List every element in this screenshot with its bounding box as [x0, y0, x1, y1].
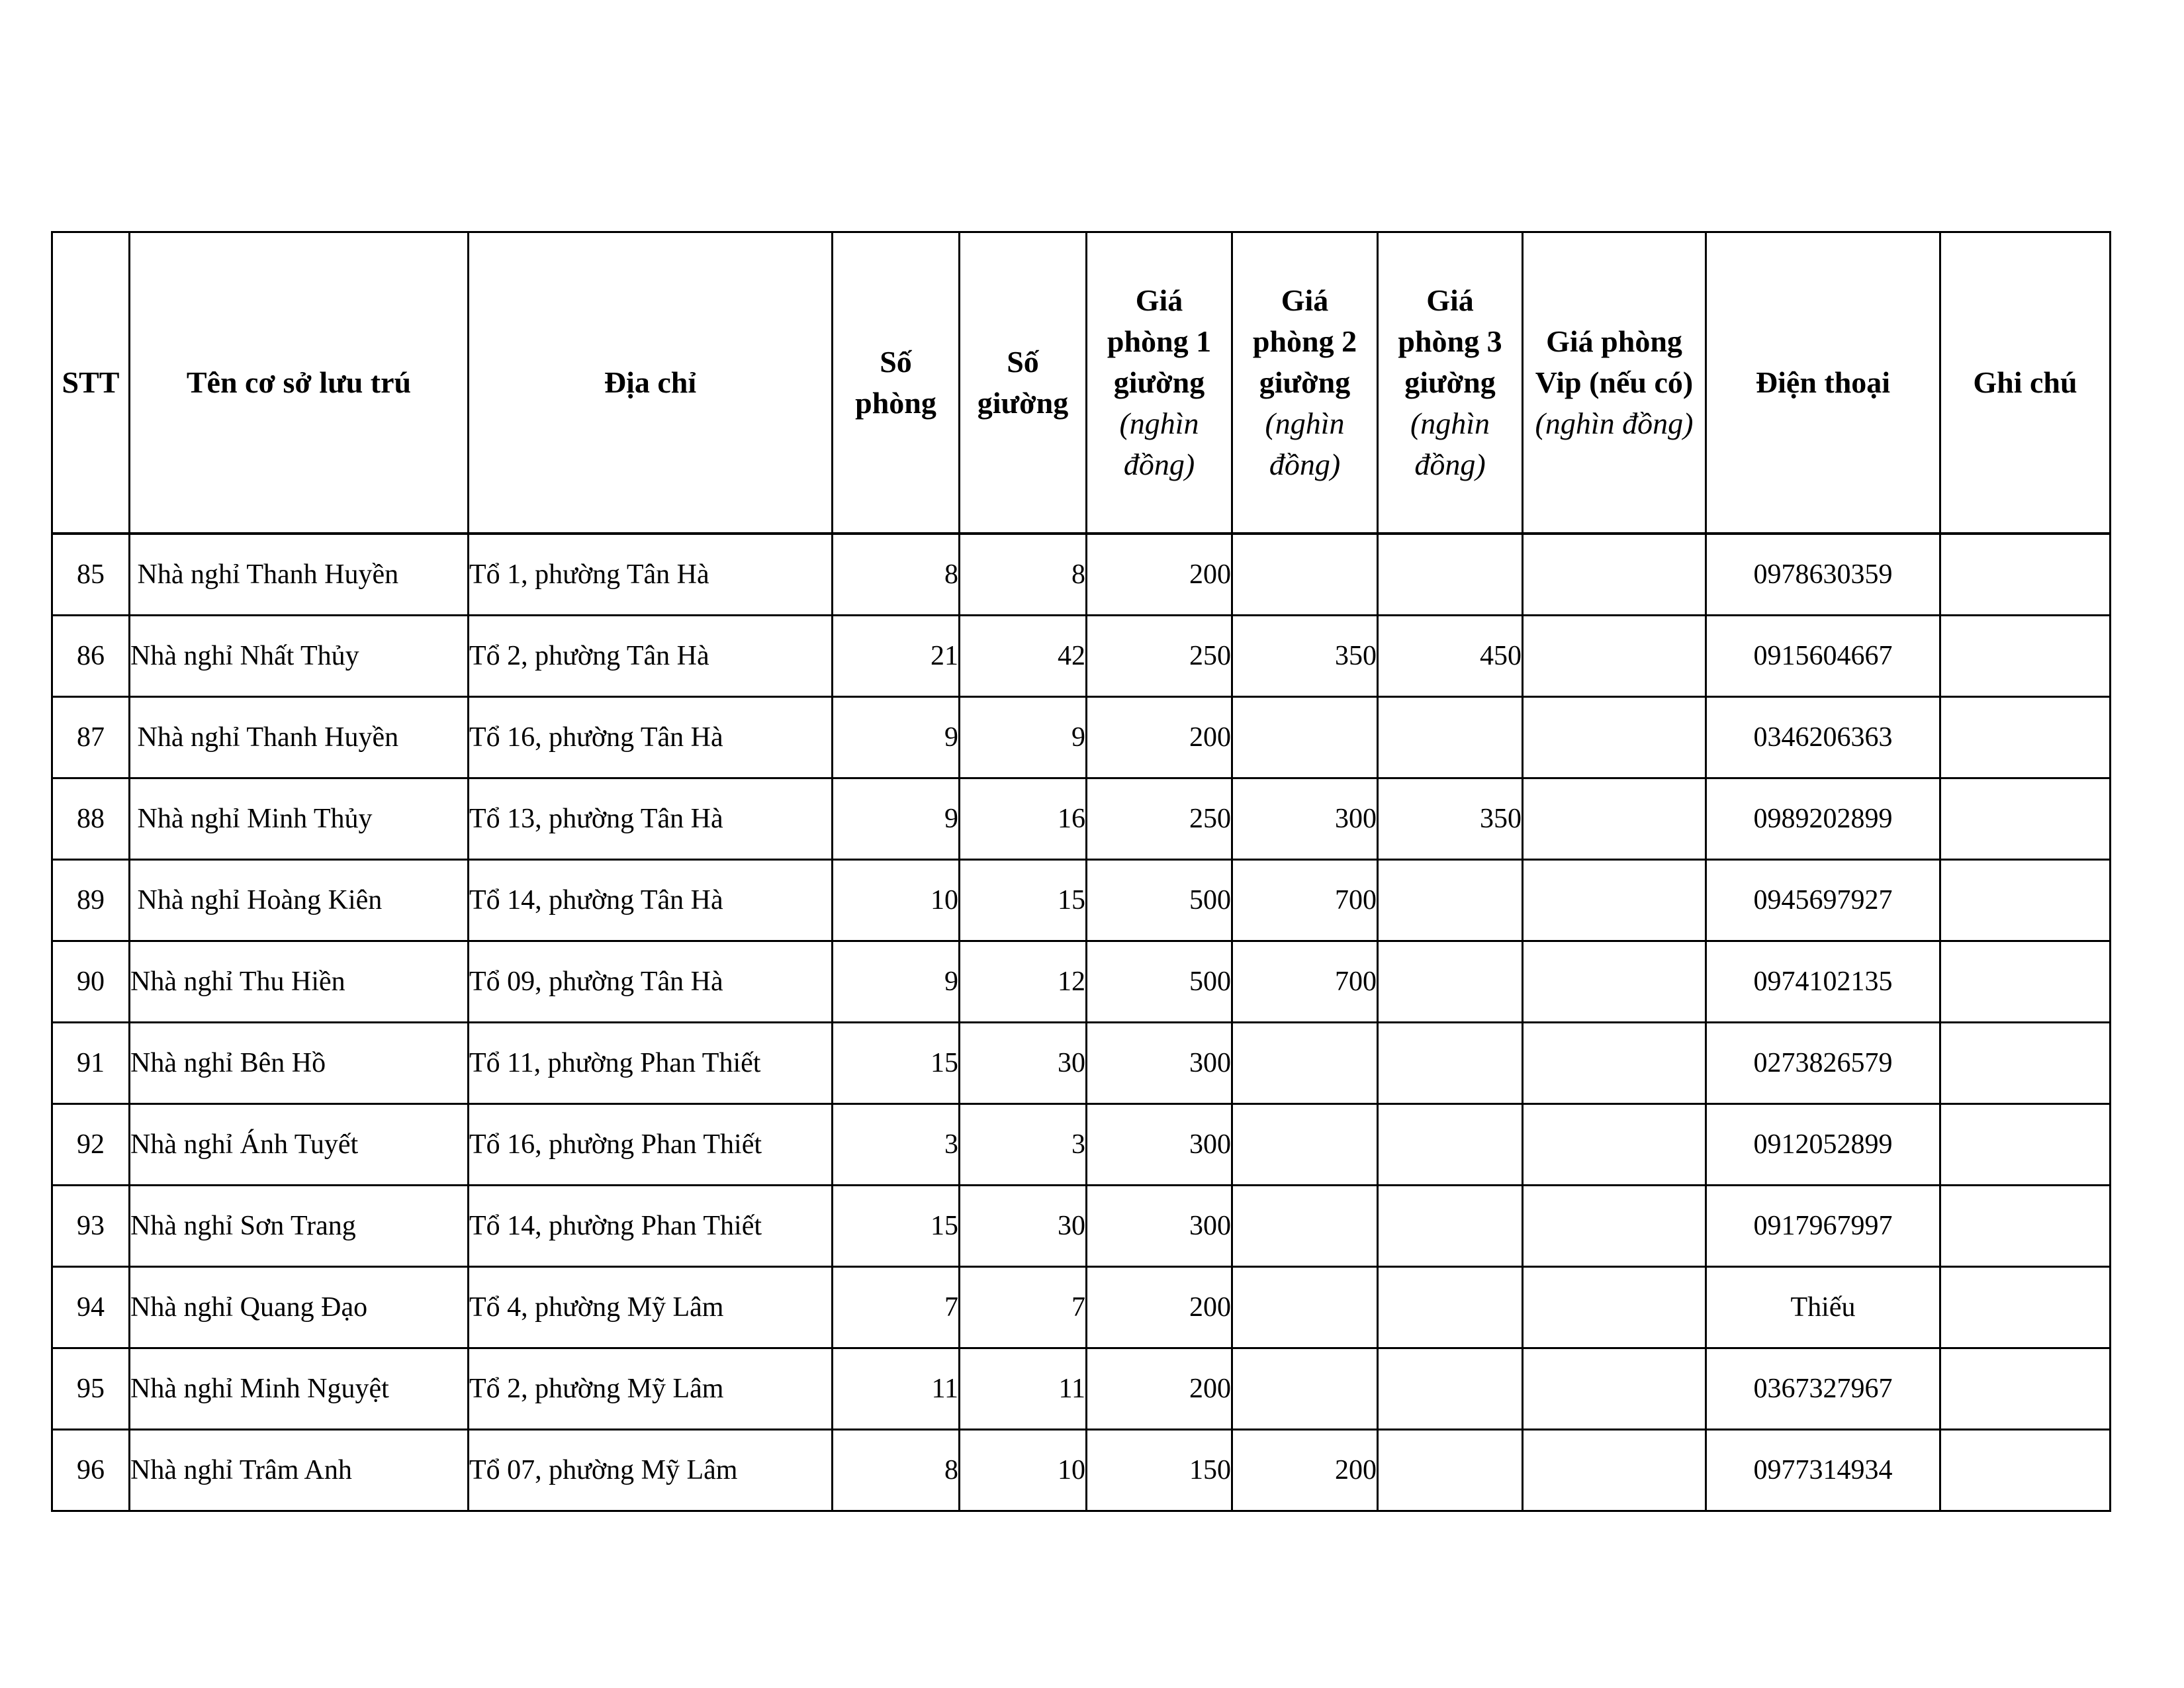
cell-stt: 91	[52, 1023, 130, 1104]
cell-note	[1940, 697, 2111, 778]
cell-address: Tổ 07, phường Mỹ Lâm	[469, 1430, 833, 1511]
cell-beds: 30	[960, 1186, 1087, 1267]
cell-phone: 0346206363	[1706, 697, 1940, 778]
cell-name: Nhà nghỉ Nhất Thủy	[130, 616, 469, 697]
table-row	[52, 1104, 2111, 1186]
cell-beds: 7	[960, 1267, 1087, 1348]
cell-stt: 95	[52, 1348, 130, 1430]
cell-price-vip	[1523, 1348, 1706, 1430]
cell-price-3-bed	[1378, 1267, 1523, 1348]
cell-price-3-bed	[1378, 1186, 1523, 1267]
cell-price-vip	[1523, 1023, 1706, 1104]
cell-note	[1940, 1023, 2111, 1104]
table-body	[52, 534, 2111, 1511]
header-price-2-bed: Giá phòng 2 giường (nghìn đồng)	[1232, 232, 1378, 534]
cell-price-1-bed: 500	[1087, 860, 1232, 941]
cell-price-1-bed: 300	[1087, 1186, 1232, 1267]
cell-price-3-bed: 350	[1378, 778, 1523, 860]
cell-price-3-bed	[1378, 1430, 1523, 1511]
lodging-table	[51, 231, 2111, 1512]
cell-rooms: 9	[833, 778, 960, 860]
cell-phone: 0945697927	[1706, 860, 1940, 941]
price-unit-label: (nghìn đồng)	[1410, 406, 1490, 481]
cell-address: Tổ 16, phường Tân Hà	[469, 697, 833, 778]
cell-price-3-bed	[1378, 697, 1523, 778]
cell-price-vip	[1523, 778, 1706, 860]
table-row	[52, 1023, 2111, 1104]
cell-price-2-bed	[1232, 1348, 1378, 1430]
header-phone: Điện thoại	[1706, 232, 1940, 534]
cell-beds: 3	[960, 1104, 1087, 1186]
cell-price-2-bed: 700	[1232, 860, 1378, 941]
cell-price-vip	[1523, 1104, 1706, 1186]
header-rooms: Số phòng	[833, 232, 960, 534]
cell-price-3-bed: 450	[1378, 616, 1523, 697]
table-row	[52, 534, 2111, 616]
cell-phone: 0367327967	[1706, 1348, 1940, 1430]
cell-note	[1940, 616, 2111, 697]
cell-price-1-bed: 150	[1087, 1430, 1232, 1511]
cell-price-1-bed: 500	[1087, 941, 1232, 1023]
cell-price-vip	[1523, 1430, 1706, 1511]
cell-address: Tổ 09, phường Tân Hà	[469, 941, 833, 1023]
cell-stt: 87	[52, 697, 130, 778]
header-note: Ghi chú	[1940, 232, 2111, 534]
table-row	[52, 697, 2111, 778]
cell-price-1-bed: 200	[1087, 1267, 1232, 1348]
cell-phone: 0917967997	[1706, 1186, 1940, 1267]
cell-price-1-bed: 250	[1087, 616, 1232, 697]
cell-note	[1940, 1430, 2111, 1511]
cell-rooms: 8	[833, 1430, 960, 1511]
cell-price-3-bed	[1378, 1023, 1523, 1104]
cell-name: Nhà nghỉ Minh Nguyệt	[130, 1348, 469, 1430]
cell-phone: 0974102135	[1706, 941, 1940, 1023]
price-unit-label: (nghìn đồng)	[1535, 406, 1694, 440]
cell-name: Nhà nghỉ Thu Hiền	[130, 941, 469, 1023]
cell-price-2-bed	[1232, 1104, 1378, 1186]
cell-name: Nhà nghỉ Trâm Anh	[130, 1430, 469, 1511]
cell-phone: 0912052899	[1706, 1104, 1940, 1186]
cell-stt: 96	[52, 1430, 130, 1511]
cell-address: Tổ 2, phường Tân Hà	[469, 616, 833, 697]
cell-note	[1940, 860, 2111, 941]
cell-beds: 15	[960, 860, 1087, 941]
cell-price-1-bed: 300	[1087, 1104, 1232, 1186]
cell-price-1-bed: 250	[1087, 778, 1232, 860]
cell-price-2-bed	[1232, 1023, 1378, 1104]
cell-name: Nhà nghỉ Thanh Huyền	[130, 697, 469, 778]
cell-beds: 11	[960, 1348, 1087, 1430]
header-name: Tên cơ sở lưu trú	[130, 232, 469, 534]
price-unit-label: (nghìn đồng)	[1119, 406, 1199, 481]
cell-rooms: 7	[833, 1267, 960, 1348]
cell-phone: 0977314934	[1706, 1430, 1940, 1511]
cell-beds: 42	[960, 616, 1087, 697]
cell-address: Tổ 13, phường Tân Hà	[469, 778, 833, 860]
cell-stt: 85	[52, 534, 130, 616]
cell-stt: 93	[52, 1186, 130, 1267]
header-address: Địa chỉ	[469, 232, 833, 534]
table-row	[52, 1267, 2111, 1348]
cell-phone: Thiếu	[1706, 1267, 1940, 1348]
table-row	[52, 616, 2111, 697]
cell-stt: 86	[52, 616, 130, 697]
cell-price-3-bed	[1378, 1348, 1523, 1430]
cell-price-3-bed	[1378, 860, 1523, 941]
cell-note	[1940, 1186, 2111, 1267]
cell-price-vip	[1523, 941, 1706, 1023]
cell-price-2-bed	[1232, 1267, 1378, 1348]
cell-name: Nhà nghỉ Minh Thủy	[130, 778, 469, 860]
cell-note	[1940, 778, 2111, 860]
cell-beds: 10	[960, 1430, 1087, 1511]
table-header	[52, 232, 2111, 534]
cell-note	[1940, 534, 2111, 616]
table-row	[52, 1186, 2111, 1267]
cell-beds: 30	[960, 1023, 1087, 1104]
cell-name: Nhà nghỉ Sơn Trang	[130, 1186, 469, 1267]
table-row	[52, 778, 2111, 860]
cell-note	[1940, 1104, 2111, 1186]
cell-name: Nhà nghỉ Quang Đạo	[130, 1267, 469, 1348]
cell-rooms: 15	[833, 1023, 960, 1104]
cell-rooms: 9	[833, 941, 960, 1023]
cell-beds: 8	[960, 534, 1087, 616]
table-row	[52, 1430, 2111, 1511]
cell-rooms: 9	[833, 697, 960, 778]
cell-price-2-bed: 700	[1232, 941, 1378, 1023]
cell-price-vip	[1523, 697, 1706, 778]
cell-rooms: 11	[833, 1348, 960, 1430]
cell-address: Tổ 16, phường Phan Thiết	[469, 1104, 833, 1186]
cell-name: Nhà nghỉ Ánh Tuyết	[130, 1104, 469, 1186]
cell-rooms: 21	[833, 616, 960, 697]
price-unit-label: (nghìn đồng)	[1265, 406, 1345, 481]
table-row	[52, 1348, 2111, 1430]
cell-stt: 92	[52, 1104, 130, 1186]
cell-price-3-bed	[1378, 1104, 1523, 1186]
cell-stt: 90	[52, 941, 130, 1023]
cell-rooms: 8	[833, 534, 960, 616]
cell-stt: 94	[52, 1267, 130, 1348]
header-price-1-bed: Giá phòng 1 giường (nghìn đồng)	[1087, 232, 1232, 534]
cell-address: Tổ 14, phường Phan Thiết	[469, 1186, 833, 1267]
cell-beds: 9	[960, 697, 1087, 778]
cell-phone: 0989202899	[1706, 778, 1940, 860]
cell-note	[1940, 941, 2111, 1023]
cell-price-2-bed: 300	[1232, 778, 1378, 860]
header-stt: STT	[52, 232, 130, 534]
cell-rooms: 10	[833, 860, 960, 941]
cell-phone: 0273826579	[1706, 1023, 1940, 1104]
cell-price-vip	[1523, 616, 1706, 697]
cell-name: Nhà nghỉ Thanh Huyền	[130, 534, 469, 616]
cell-price-vip	[1523, 1186, 1706, 1267]
cell-note	[1940, 1348, 2111, 1430]
cell-note	[1940, 1267, 2111, 1348]
cell-address: Tổ 14, phường Tân Hà	[469, 860, 833, 941]
cell-address: Tổ 1, phường Tân Hà	[469, 534, 833, 616]
cell-price-2-bed	[1232, 534, 1378, 616]
cell-price-1-bed: 200	[1087, 697, 1232, 778]
cell-stt: 89	[52, 860, 130, 941]
cell-price-2-bed: 350	[1232, 616, 1378, 697]
cell-phone: 0978630359	[1706, 534, 1940, 616]
table-row	[52, 860, 2111, 941]
cell-name: Nhà nghỉ Bên Hồ	[130, 1023, 469, 1104]
cell-name: Nhà nghỉ Hoàng Kiên	[130, 860, 469, 941]
cell-phone: 0915604667	[1706, 616, 1940, 697]
cell-beds: 12	[960, 941, 1087, 1023]
cell-price-3-bed	[1378, 941, 1523, 1023]
header-beds: Số giường	[960, 232, 1087, 534]
cell-price-vip	[1523, 534, 1706, 616]
cell-price-1-bed: 200	[1087, 534, 1232, 616]
cell-beds: 16	[960, 778, 1087, 860]
cell-rooms: 3	[833, 1104, 960, 1186]
cell-stt: 88	[52, 778, 130, 860]
cell-price-3-bed	[1378, 534, 1523, 616]
cell-address: Tổ 11, phường Phan Thiết	[469, 1023, 833, 1104]
cell-price-1-bed: 200	[1087, 1348, 1232, 1430]
table-row	[52, 941, 2111, 1023]
cell-price-1-bed: 300	[1087, 1023, 1232, 1104]
cell-address: Tổ 2, phường Mỹ Lâm	[469, 1348, 833, 1430]
header-price-vip: Giá phòng Vip (nếu có) (nghìn đồng)	[1523, 232, 1706, 534]
cell-price-vip	[1523, 860, 1706, 941]
cell-price-2-bed: 200	[1232, 1430, 1378, 1511]
cell-rooms: 15	[833, 1186, 960, 1267]
cell-address: Tổ 4, phường Mỹ Lâm	[469, 1267, 833, 1348]
cell-price-2-bed	[1232, 697, 1378, 778]
header-price-3-bed: Giá phòng 3 giường (nghìn đồng)	[1378, 232, 1523, 534]
cell-price-2-bed	[1232, 1186, 1378, 1267]
cell-price-vip	[1523, 1267, 1706, 1348]
